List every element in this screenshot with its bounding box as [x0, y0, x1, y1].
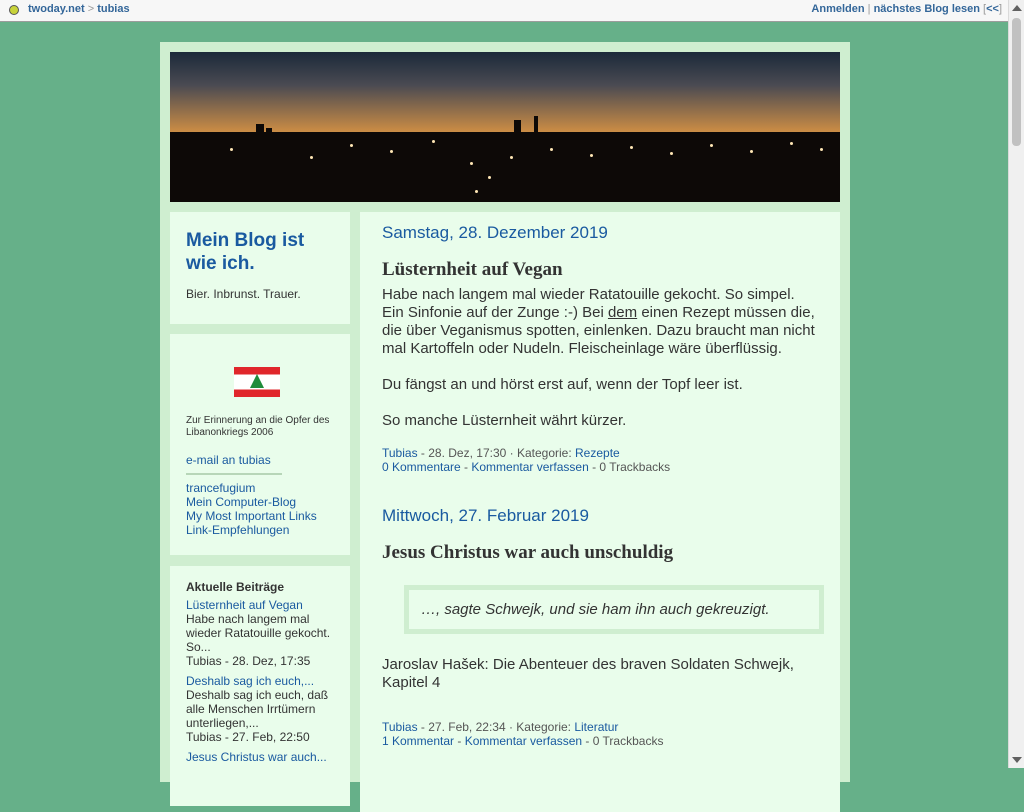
breadcrumb [28, 3, 130, 15]
blockquote: …, sagte Schwejk, und sie ham ihn auch gekreuzigt. [404, 585, 824, 634]
post-paragraph: So manche Lüsternheit währt kürzer. [382, 412, 627, 429]
divider [186, 473, 282, 475]
vertical-scrollbar[interactable] [1008, 0, 1024, 768]
recent-post-excerpt: Deshalb sag ich euch, daß alle Menschen Irrtümern unterliegen,... [186, 688, 329, 730]
comments-link[interactable]: 1 Kommentar [382, 734, 455, 748]
trackbacks-count: - 0 Trackbacks [588, 460, 671, 474]
scroll-down-icon[interactable] [1012, 757, 1022, 763]
list-item [186, 750, 334, 764]
post-underlined-text: dem [607, 304, 638, 321]
post-category-link[interactable]: Rezepte [575, 446, 620, 460]
sidebar-title-box [170, 212, 350, 324]
comments-link[interactable]: 0 Kommentare [382, 460, 461, 474]
post-author-link[interactable]: Tubias [382, 720, 418, 734]
recent-post-excerpt: Habe nach langem mal wieder Ratatouille gekocht. So... [186, 612, 331, 654]
post-category-link[interactable]: Literatur [574, 720, 619, 734]
bracket-close: ] [998, 3, 1002, 15]
recent-post-meta: Tubias - 28. Dez, 17:35 [186, 654, 311, 668]
back-link[interactable]: << [986, 3, 999, 15]
blog-title[interactable]: Mein Blog ist wie ich. [186, 230, 305, 274]
scroll-up-icon[interactable] [1012, 5, 1022, 11]
meta-separator: - [454, 734, 465, 748]
list-item [186, 674, 334, 744]
post-title[interactable]: Jesus Christus war auch unschuldig [382, 542, 674, 563]
write-comment-link[interactable]: Kommentar verfassen [464, 734, 583, 748]
header-banner-image [170, 52, 840, 202]
link-computer-blog[interactable]: Mein Computer-Blog [186, 495, 297, 509]
breadcrumb-blog-link[interactable]: tubias [97, 3, 130, 15]
recent-post-meta: Tubias - 27. Feb, 22:50 [186, 730, 310, 744]
link-trancefugium[interactable]: trancefugium [186, 481, 256, 495]
email-link[interactable]: e-mail an tubias [186, 453, 271, 467]
post-text: Habe nach langem mal wieder Ratatouille gekocht. So simpel. Ein Sinfonie auf der Zunge :-) Bei [382, 286, 795, 321]
list-item [186, 598, 334, 668]
login-link[interactable]: Anmelden [811, 3, 865, 15]
recent-post-link[interactable]: Jesus Christus war auch... [186, 750, 327, 764]
breadcrumb-separator: > [87, 3, 95, 15]
post-meta [382, 446, 818, 474]
sidebar-links-box [170, 334, 350, 555]
post-time: - 27. Feb, 22:34 · Kategorie: [417, 720, 575, 734]
recent-post-link[interactable]: Deshalb sag ich euch,... [186, 674, 315, 688]
bracket-open: [ [983, 3, 987, 15]
blog-tagline: Bier. Inbrunst. Trauer. [186, 287, 301, 301]
twoday-logo-icon [9, 5, 19, 15]
write-comment-link[interactable]: Kommentar verfassen [471, 460, 589, 474]
link-important-links[interactable]: My Most Important Links [186, 509, 317, 523]
post-body [382, 286, 818, 430]
main-content [360, 212, 840, 812]
page-frame [160, 42, 850, 782]
recent-post-link[interactable]: Lüsternheit auf Vegan [186, 598, 303, 612]
top-bar-actions [811, 3, 1002, 15]
city-skyline [170, 132, 840, 202]
post-meta [382, 720, 818, 748]
post [382, 223, 818, 474]
memorial-text: Zur Erinnerung an die Opfer des Libanonkriegs 2006 [186, 415, 330, 438]
post-text: einen Rezept müssen die, die über Veganismus spotten, einlenken. Dazu braucht man nicht mal Kartoffeln oder Nudeln. Fleischeinlage wäre überflüssig. [382, 304, 815, 357]
sidebar-links [186, 453, 334, 537]
post-author-link[interactable]: Tubias [382, 446, 418, 460]
trackbacks-count: - 0 Trackbacks [582, 734, 664, 748]
post [382, 506, 818, 748]
link-recommendations[interactable]: Link-Empfehlungen [186, 523, 290, 537]
post-title[interactable]: Lüsternheit auf Vegan [382, 259, 563, 280]
scroll-thumb[interactable] [1012, 18, 1021, 146]
post-date: Samstag, 28. Dezember 2019 [382, 223, 608, 242]
quote-source: Jaroslav Hašek: Die Abenteuer des braven Soldaten Schwejk, Kapitel 4 [382, 656, 794, 691]
meta-separator: - [460, 460, 472, 474]
recent-posts-heading: Aktuelle Beiträge [186, 580, 285, 594]
lebanon-flag-icon [234, 367, 280, 397]
top-bar [0, 0, 1008, 22]
post-paragraph: Du fängst an und hörst erst auf, wenn der Topf leer ist. [382, 376, 743, 393]
recent-posts-box [170, 566, 350, 806]
breadcrumb-site-link[interactable]: twoday.net [28, 3, 85, 15]
post-time: - 28. Dez, 17:30 · Kategorie: [417, 446, 575, 460]
pipe-separator: | [867, 3, 871, 15]
post-date: Mittwoch, 27. Februar 2019 [382, 506, 589, 525]
next-blog-link[interactable]: nächstes Blog lesen [873, 3, 980, 15]
